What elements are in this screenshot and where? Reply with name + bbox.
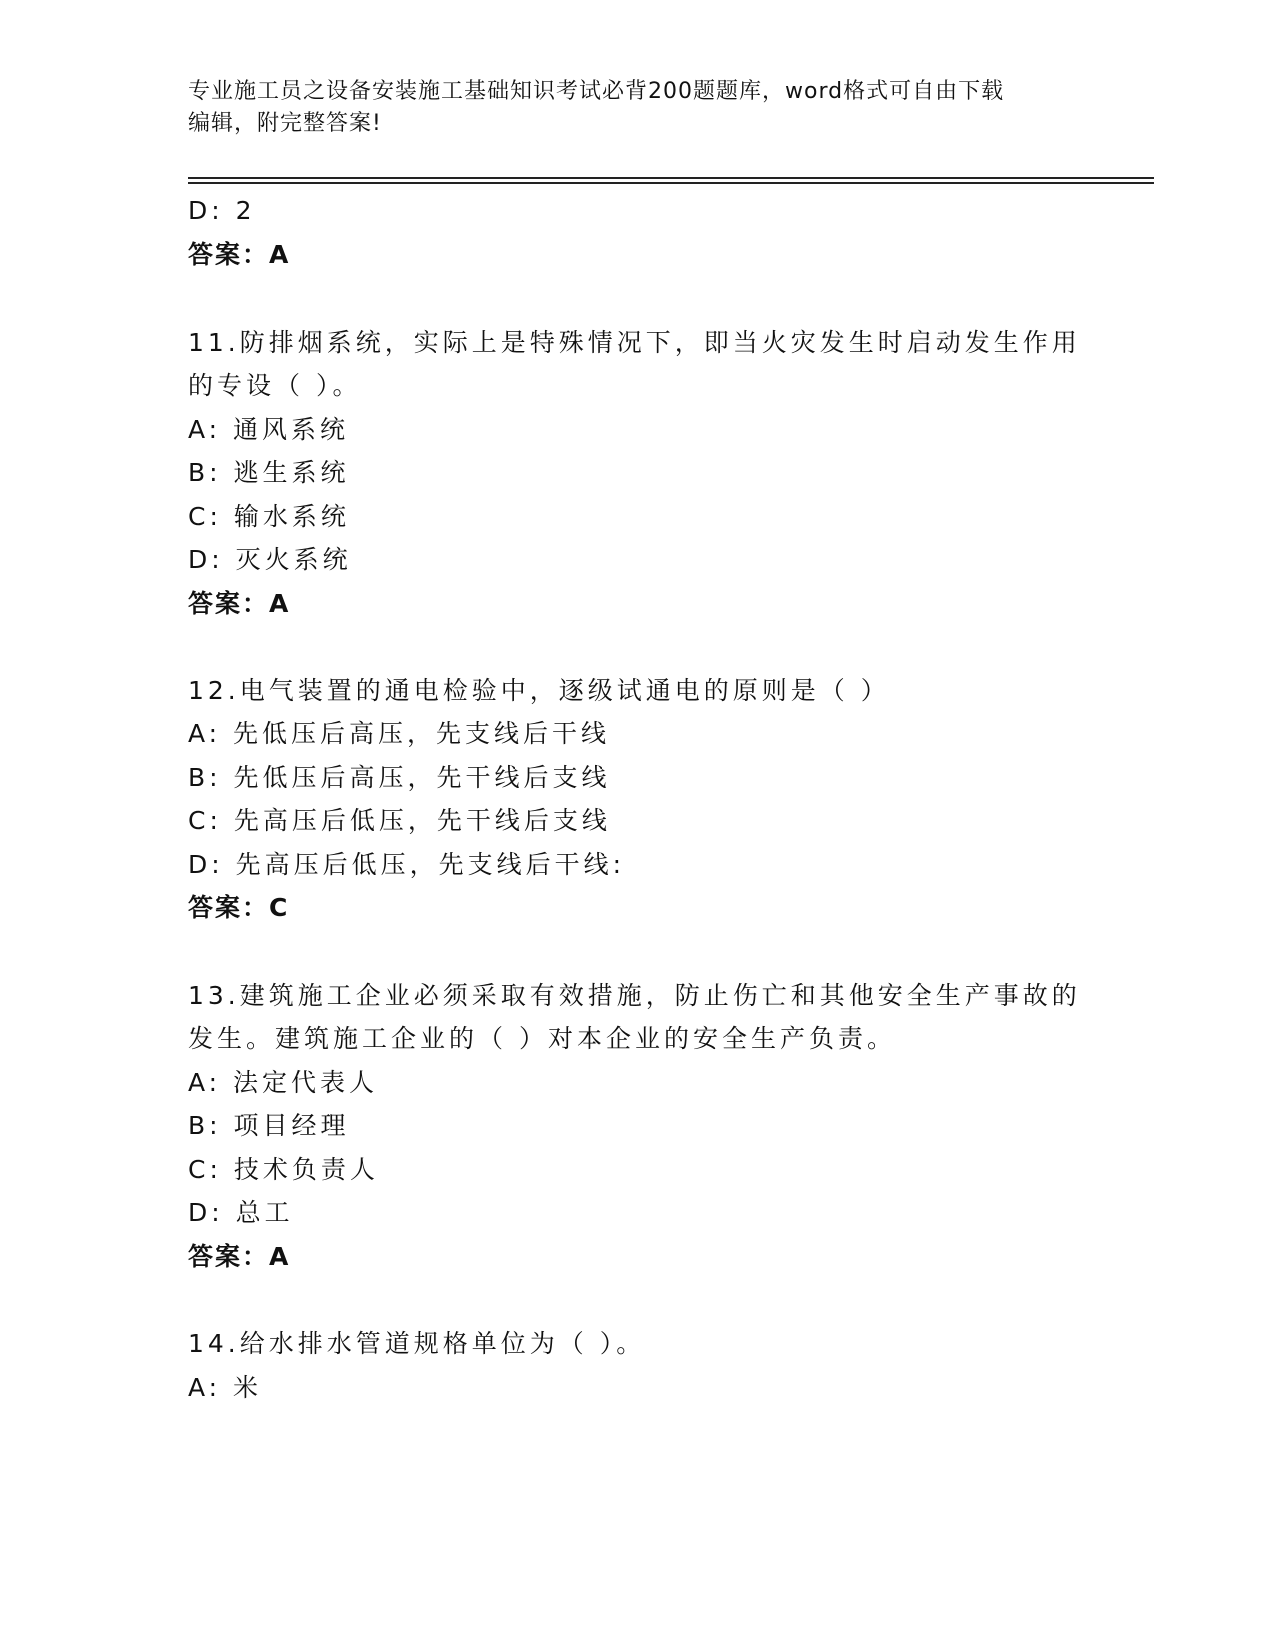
header-line-1: 专业施工员之设备安装施工基础知识考试必背200题题库，word格式可自由下载 <box>188 79 1005 104</box>
q11-option-a: A: 通风系统 <box>188 415 350 444</box>
q13-option-b: B: 项目经理 <box>188 1111 350 1140</box>
q11-option-c: C: 输水系统 <box>188 502 350 531</box>
q14-stem-line-1: 14.给水排水管道规格单位为（ ）。 <box>188 1329 646 1358</box>
header-divider-top <box>188 177 1154 179</box>
q12-option-c: C: 先高压后低压，先干线后支线 <box>188 806 611 835</box>
q12-answer: 答案：C <box>188 893 290 922</box>
q10-option-d: D: 2 <box>188 196 256 225</box>
q14-option-a: A: 米 <box>188 1373 263 1402</box>
q11-answer: 答案：A <box>188 589 291 618</box>
q13-stem-line-1: 13.建筑施工企业必须采取有效措施，防止伤亡和其他安全生产事故的 <box>188 981 1081 1010</box>
q11-option-b: B: 逃生系统 <box>188 458 350 487</box>
q13-answer: 答案：A <box>188 1242 291 1271</box>
q13-option-c: C: 技术负责人 <box>188 1155 379 1184</box>
q13-option-d: D: 总工 <box>188 1198 294 1227</box>
q12-option-b: B: 先低压后高压，先干线后支线 <box>188 763 611 792</box>
q12-option-d: D: 先高压后低压，先支线后干线: <box>188 850 626 879</box>
q12-stem-line-1: 12.电气装置的通电检验中，逐级试通电的原则是（ ） <box>188 676 890 705</box>
q12-option-a: A: 先低压后高压，先支线后干线 <box>188 719 611 748</box>
q13-stem-line-2: 发生。建筑施工企业的（ ）对本企业的安全生产负责。 <box>188 1024 896 1053</box>
header-line-2: 编辑，附完整答案! <box>188 111 382 136</box>
q11-option-d: D: 灭火系统 <box>188 545 352 574</box>
q10-answer: 答案：A <box>188 240 291 269</box>
q11-stem-line-1: 11.防排烟系统，实际上是特殊情况下，即当火灾发生时启动发生作用 <box>188 328 1081 357</box>
q11-stem-line-2: 的专设（ ）。 <box>188 371 362 400</box>
q13-option-a: A: 法定代表人 <box>188 1068 379 1097</box>
page-header <box>188 76 1088 140</box>
header-divider-bottom <box>188 182 1154 184</box>
